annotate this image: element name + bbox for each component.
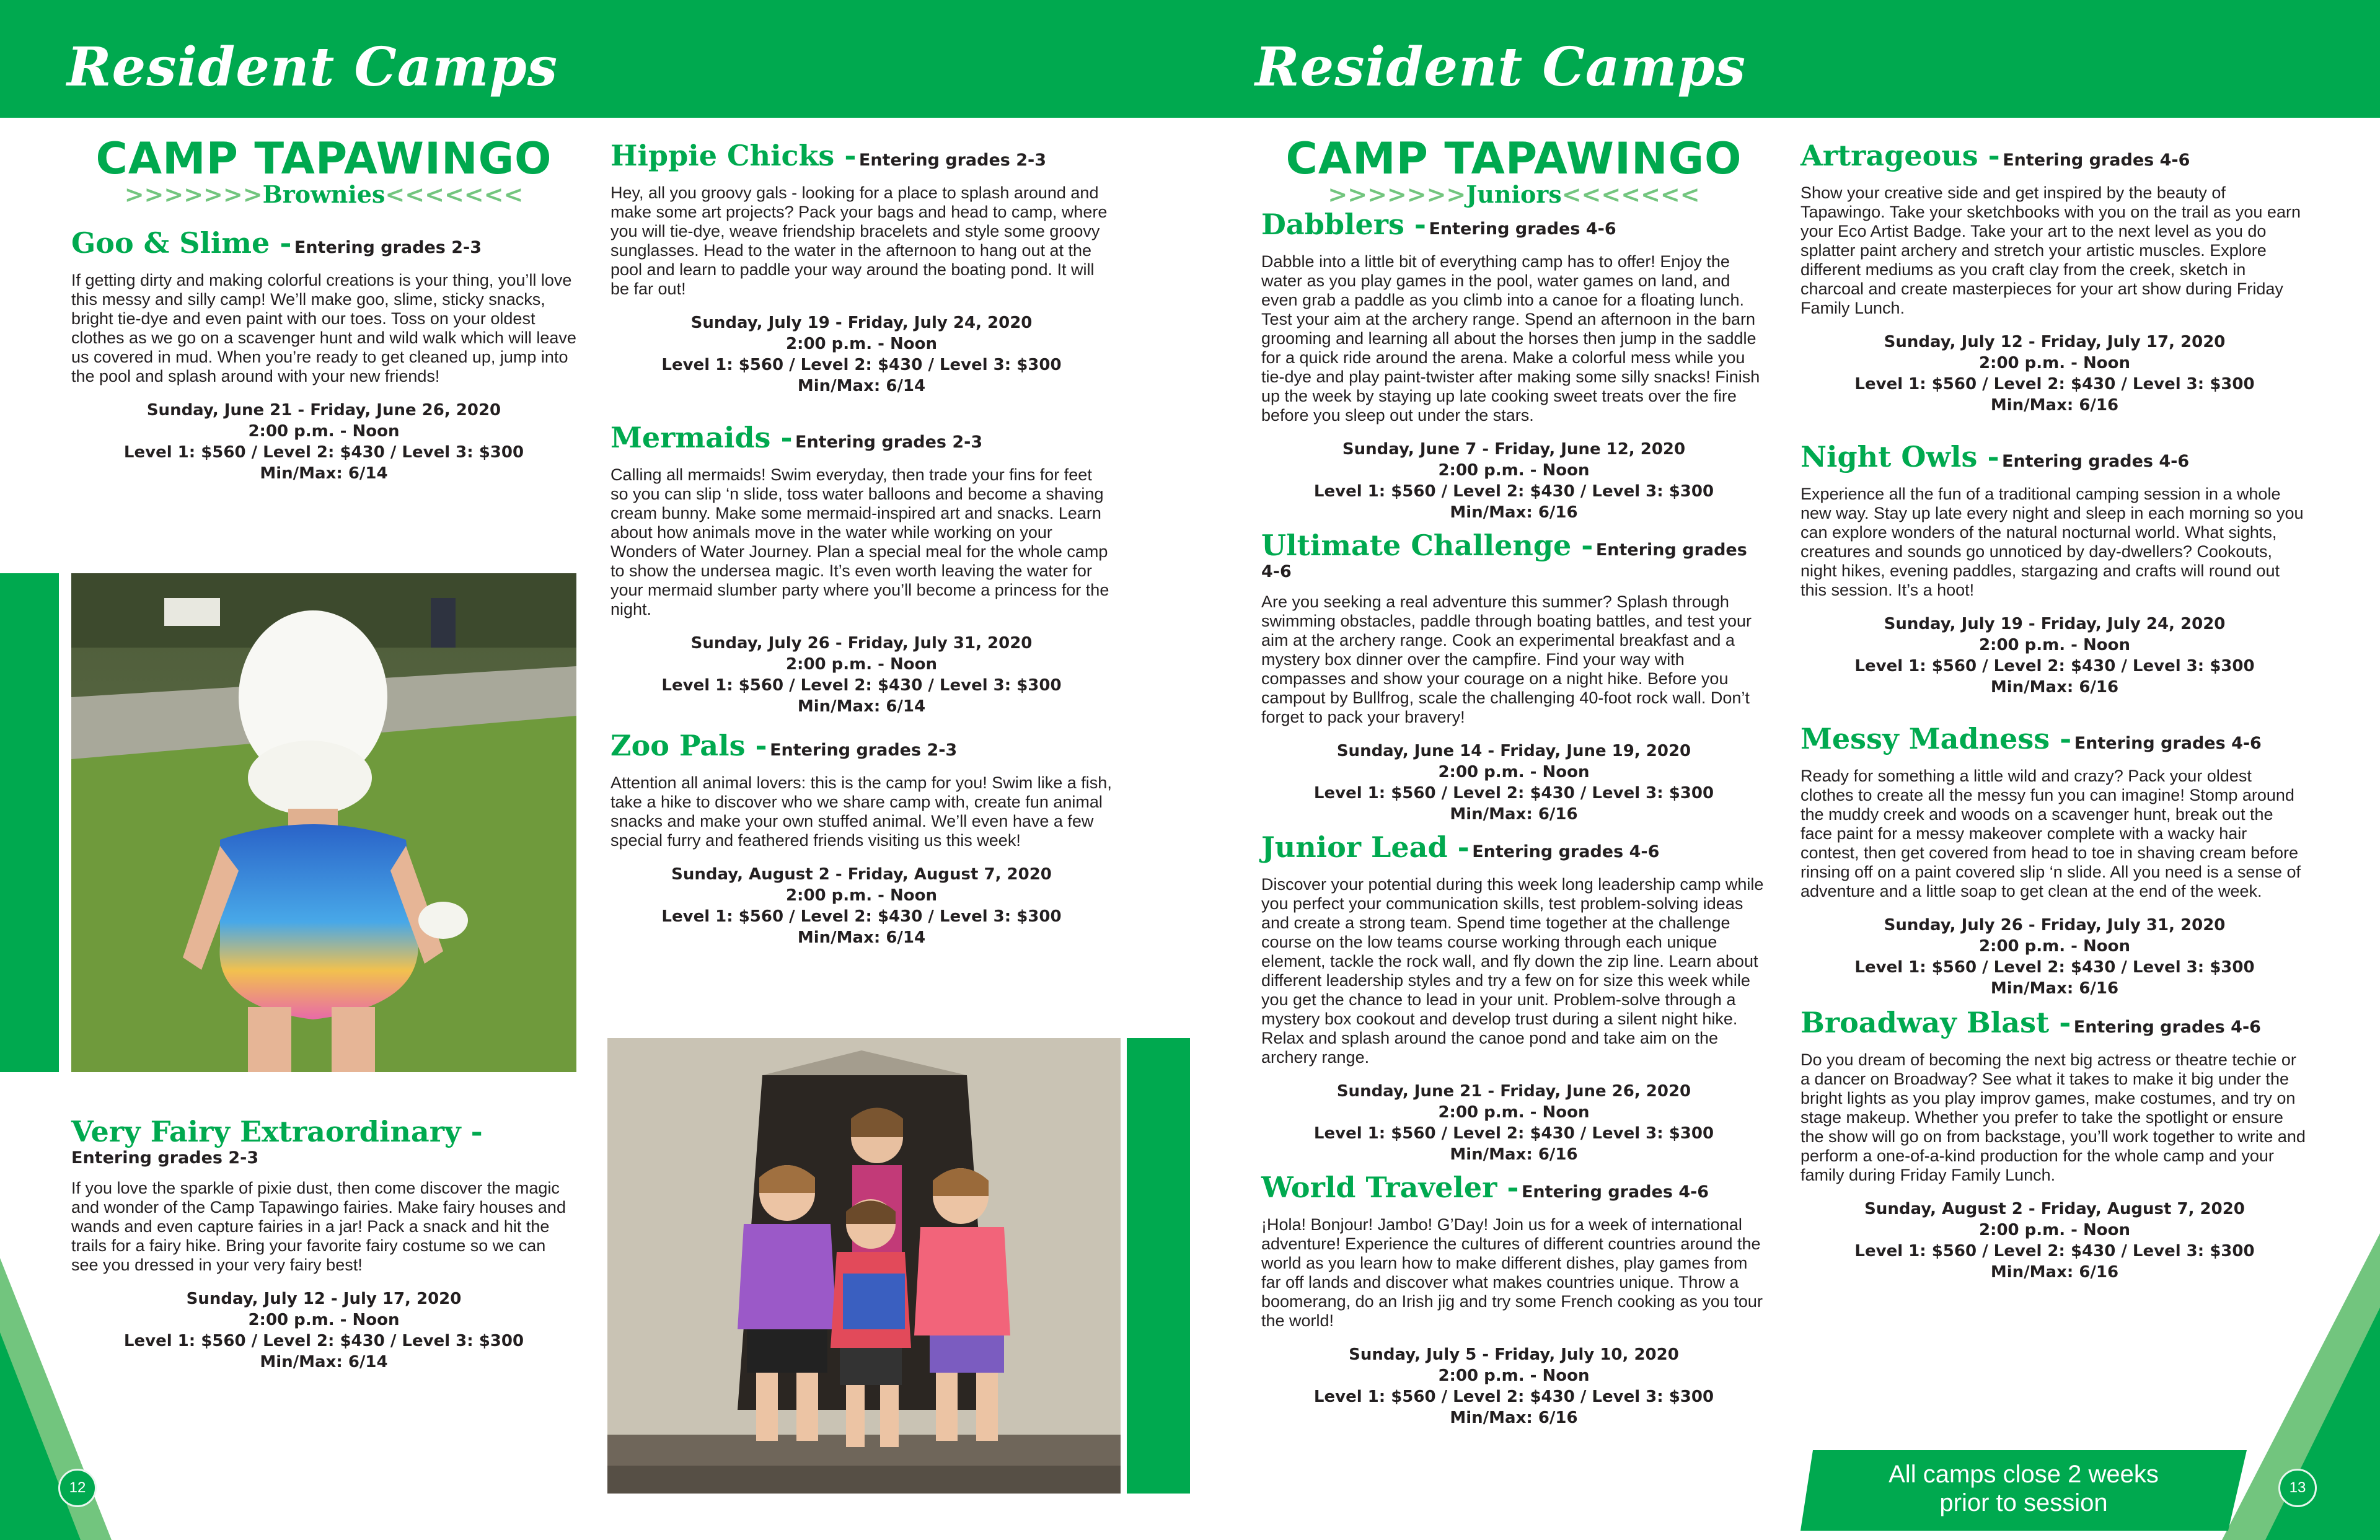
session-price: Level 1: $560 / Level 2: $430 / Level 3: $300 [1313,482,1714,501]
session-very-fairy [71,1115,576,1373]
session-price: Level 1: $560 / Level 2: $430 / Level 3: $300 [1854,656,2255,675]
camp-name-brownies: CAMP TAPAWINGO [95,133,552,184]
session-time: 2:00 p.m. - Noon [248,421,400,441]
session-minmax: Min/Max: 6/16 [1990,395,2119,415]
session-time: 2:00 p.m. - Noon [1978,635,2131,654]
session-price: Level 1: $560 / Level 2: $430 / Level 3: $300 [661,675,1062,695]
session-dates: Sunday, August 2 - Friday, August 7, 2020 [671,865,1052,884]
session-title: Very Fairy Extraordinary - [71,1115,483,1148]
session-grades: Entering grades 2-3 [71,1148,259,1168]
session-title: Hippie Chicks - [610,139,857,172]
session-dates: Sunday, July 26 - Friday, July 31, 2020 [690,633,1033,653]
right-column-2 [1800,139,2309,1283]
session-dates: Sunday, June 7 - Friday, June 12, 2020 [1342,439,1686,459]
sub-arrows-left: >>>>>>> [124,180,263,208]
left-column-1-lower [71,1115,576,1373]
session-time: 2:00 p.m. - Noon [785,886,938,905]
session-artrageous [1800,139,2309,416]
session-price: Level 1: $560 / Level 2: $430 / Level 3: $300 [661,355,1062,374]
session-time: 2:00 p.m. - Noon [248,1310,400,1329]
left-column-2 [610,139,1113,948]
session-grades: Entering grades 4-6 [2074,733,2262,753]
session-minmax: Min/Max: 6/14 [260,1352,388,1371]
session-grades: Entering grades 4-6 [1472,842,1660,861]
session-price: Level 1: $560 / Level 2: $430 / Level 3: $300 [1313,1124,1714,1143]
session-price: Level 1: $560 / Level 2: $430 / Level 3: $300 [661,907,1062,926]
session-dates: Sunday, June 14 - Friday, June 19, 2020 [1336,741,1691,760]
session-grades: Entering grades 2-3 [770,740,958,760]
session-time: 2:00 p.m. - Noon [785,334,938,353]
session-title: Mermaids - [610,420,793,454]
session-description: Hey, all you groovy gals - looking for a place to splash around and make some art projects? Pack your bags and head to camp, where you will tie-dye, weave friendship bracelets and style some groovy sunglasses. Head to the water in the afternoon to hang out at the pool and learn to paddle your way around the boating pond. It will be far out! [610,183,1108,298]
session-time: 2:00 p.m. - Noon [1978,353,2131,372]
session-minmax: Min/Max: 6/16 [1450,1145,1578,1164]
session-minmax: Min/Max: 6/14 [260,464,388,483]
closing-notice-line-1: All camps close 2 weeks [1889,1461,2159,1488]
session-title: Junior Lead - [1261,830,1470,864]
session-price: Level 1: $560 / Level 2: $430 / Level 3: $300 [1854,1241,2255,1261]
session-minmax: Min/Max: 6/14 [797,697,926,716]
session-description: Show your creative side and get inspired by the beauty of Tapawingo. Take your sketchbooks with you on the trail as you earn your Eco Artist Badge. Take your art to the next level as you do splatter paint archery and stretch your artistic muscles. Explore different mediums as you craft clay from the creek, sketch in charcoal and create masterpieces for your art show during Friday Family Lunch. [1800,183,2301,317]
sub-name: Brownies [262,180,386,208]
session-description: Do you dream of becoming the next big actress or theatre techie or a dancer on Broadway? See what it takes to make it big under the bright lights as you play improv games, make costumes, and try on stage makeup. Whether you prefer to take the spotlight or ensure the show will go on from backstage, you’ll work together to write and perform a one-of-a-kind production for the whole camp and your family during Friday Family Lunch. [1800,1050,2306,1184]
left-column-1 [71,133,576,484]
session-grades: Entering grades 4-6 [2073,1017,2261,1037]
session-dabblers [1261,208,1766,523]
session-title: Broadway Blast - [1800,1005,2071,1039]
camp-sub-brownies [71,180,576,208]
sub-arrows-right: <<<<<<< [385,180,524,208]
page-number-left: 12 [58,1469,97,1507]
session-dates: Sunday, July 5 - Friday, July 10, 2020 [1349,1345,1679,1364]
session-broadway-blast [1800,1006,2309,1283]
session-time: 2:00 p.m. - Noon [1438,762,1590,781]
photo-shaving-cream-girl [71,573,576,1072]
session-mermaids [610,421,1113,717]
session-price: Level 1: $560 / Level 2: $430 / Level 3: $300 [1854,374,2255,394]
camp-name-juniors: CAMP TAPAWINGO [1285,133,1742,184]
session-grades: Entering grades 4-6 [2003,151,2190,170]
session-dates: Sunday, August 2 - Friday, August 7, 2020 [1864,1199,2245,1218]
session-minmax: Min/Max: 6/16 [1450,1408,1578,1427]
session-minmax: Min/Max: 6/16 [1450,804,1578,824]
photo-girls-at-tent [607,1038,1121,1494]
closing-notice-text [1800,1460,2247,1517]
session-grades: Entering grades 4-6 [1261,540,1747,581]
closing-notice-banner [1800,1450,2247,1531]
session-world-traveler [1261,1171,1766,1428]
session-time: 2:00 p.m. - Noon [785,654,938,674]
page-title-left: Resident Camps [67,36,558,99]
session-time: 2:00 p.m. - Noon [1978,1220,2131,1239]
session-dates: Sunday, June 21 - Friday, June 26, 2020 [146,400,501,420]
session-title: Zoo Pals - [610,728,767,762]
session-night-owls [1800,441,2309,698]
accent-bar-left [0,573,59,1072]
session-dates: Sunday, July 12 - July 17, 2020 [186,1289,462,1308]
session-dates: Sunday, July 26 - Friday, July 31, 2020 [1884,915,2226,935]
session-price: Level 1: $560 / Level 2: $430 / Level 3: $300 [1313,783,1714,803]
sub-arrows-left: >>>>>>> [1328,180,1466,208]
session-minmax: Min/Max: 6/16 [1450,503,1578,522]
session-minmax: Min/Max: 6/14 [797,376,926,395]
session-hippie-chicks [610,139,1113,397]
session-time: 2:00 p.m. - Noon [1438,1102,1590,1122]
session-grades: Entering grades 4-6 [1521,1182,1709,1202]
session-description: If getting dirty and making colorful creations is your thing, you’ll love this messy and silly camp! We’ll make goo, slime, sticky snacks, bright tie-dye and even paint with our toes. Toss on your oldest clothes as we go on a scavenger hunt and wild walk which will leave us covered in mud. When you’re ready to get cleaned up, jump into the pool and splash around with your new friends! [71,270,576,385]
session-minmax: Min/Max: 6/16 [1990,979,2119,998]
session-grades: Entering grades 2-3 [795,432,983,452]
session-grades: Entering grades 4-6 [1429,219,1616,239]
session-dates: Sunday, June 21 - Friday, June 26, 2020 [1336,1081,1691,1101]
sub-name: Juniors [1466,180,1562,208]
session-price: Level 1: $560 / Level 2: $430 / Level 3: $300 [1313,1387,1714,1406]
session-minmax: Min/Max: 6/16 [1990,677,2119,697]
session-description: If you love the sparkle of pixie dust, then come discover the magic and wonder of the Camp Tapawingo fairies. Make fairy houses and wands and even capture fairies in a jar! Pack a snack and hit the trails for a fairy hike. Bring your favorite fairy costume so we can see you dressed in your very fairy best! [71,1178,566,1274]
sub-arrows-right: <<<<<<< [1561,180,1700,208]
session-dates: Sunday, July 19 - Friday, July 24, 2020 [690,313,1033,332]
page-title-right: Resident Camps [1255,36,1747,99]
session-description: Are you seeking a real adventure this summer? Splash through swimming obstacles, paddle through boating battles, and test your aim at the archery range. Cook an experimental breakfast and a mystery box dinner over the campfire. Find your way with compasses and show your courage on a night hike. Before you campout by Bullfrog, scale the challenging 40-foot rock wall. Don’t forget to pack your bravery! [1261,592,1752,726]
session-description: ¡Hola! Bonjour! Jambo! G’Day! Join us for a week of international adventure! Experience the cultures of different countries around the world as you learn how to make different dishes, play games from far off lands and discover what makes countries unique. Throw a boomerang, do an Irish jig and try some French cooking as you tour the world! [1261,1215,1763,1330]
session-time: 2:00 p.m. - Noon [1438,460,1590,480]
session-title: Night Owls - [1800,439,1999,473]
session-description: Experience all the fun of a traditional camping session in a whole new way. Stay up late every night and sleep in each morning so you can explore wonders of the natural nocturnal world. What sights, creatures and sounds go unnoticed by day-dwellers? Cookouts, night hikes, evening paddles, stargazing and crafts will round out this session. It’s a hoot! [1800,484,2304,599]
right-column-1 [1261,133,1766,1428]
session-title: Messy Madness - [1800,721,2072,755]
session-description: Attention all animal lovers: this is the camp for you! Swim like a fish, take a hike to discover who we share camp with, create fun animal snacks and make your own stuffed animal. We’ll even have a few special furry and feathered friends visiting us this week! [610,773,1112,850]
session-grades: Entering grades 4-6 [2002,451,2190,471]
session-price: Level 1: $560 / Level 2: $430 / Level 3: $300 [123,1331,524,1350]
session-grades: Entering grades 2-3 [294,238,482,257]
session-minmax: Min/Max: 6/14 [797,928,926,947]
session-junior-lead [1261,831,1766,1165]
session-title: Goo & Slime - [71,226,292,260]
session-description: Calling all mermaids! Swim everyday, then trade your fins for feet so you can slip ‘n slide, toss water balloons and become a shaving cream bunny. Make some mermaid-inspired art and snacks. Learn about how animals move in the water while working on your Wonders of Water Journey. Plan a special meal for the whole camp to show the undersea magic. It’s even worth leaving the water for your mermaid slumber party where you’ll become a princess for the night. [610,465,1109,618]
session-title: World Traveler - [1261,1170,1519,1204]
session-price: Level 1: $560 / Level 2: $430 / Level 3: $300 [1854,957,2255,977]
session-time: 2:00 p.m. - Noon [1978,936,2131,956]
page-number-right: 13 [2278,1469,2317,1507]
session-description: Ready for something a little wild and crazy? Pack your oldest clothes to create all the messy fun you can imagine! Stomp around the muddy creek and woods on a scavenger hunt, break out the face paint for a messy makeover complete with a wacky hair contest, then get covered from head to toe in shaving cream before rinsing off on a paint covered slip ‘n slide. All you need is a sense of adventure and a little soap to get clean at the end of the week. [1800,766,2301,900]
session-dates: Sunday, July 12 - Friday, July 17, 2020 [1884,332,2226,351]
session-ultimate-challenge [1261,529,1766,825]
session-description: Dabble into a little bit of everything camp has to offer! Enjoy the water as you play games in the pool, water games on land, and even grab a paddle as you climb into a canoe for a floating lunch. Test your aim at the archery range. Spend an afternoon in the barn grooming and learning all about the horses then jump in the saddle for a quick ride around the arena. Make a colorful mess while you tie-dye and play paint-twister after making some silly snacks! Finish up the week by staying up late cooking sweet treats over the fire before you sleep out under the stars. [1261,252,1760,425]
session-messy-madness [1800,723,2309,999]
session-description: Discover your potential during this week long leadership camp while you perfect your communication skills, test problem-solving ideas and create a strong team. Spend time together at the challenge course on the low teams course working through each unique element, tackle the rock wall, and fly down the zip line. Learn about different leadership styles and try a few on for size this week while you get the chance to lead in your unit. Problem-solve through a mystery box cookout and develop trust during a silent night hike. Relax and splash around the canoe pond and take aim on the archery range. [1261,874,1764,1067]
session-title: Dabblers - [1261,208,1427,241]
closing-notice-line-2: prior to session [1939,1489,2108,1516]
accent-bar-center [1127,1038,1190,1494]
session-title: Ultimate Challenge - [1261,528,1593,562]
session-grades: Entering grades 2-3 [858,151,1047,170]
session-title: Artrageous - [1800,139,2000,172]
session-price: Level 1: $560 / Level 2: $430 / Level 3: $300 [123,442,524,462]
session-time: 2:00 p.m. - Noon [1438,1366,1590,1385]
camp-sub-juniors [1261,180,1766,208]
session-minmax: Min/Max: 6/16 [1990,1262,2119,1282]
session-zoo-pals [610,729,1113,948]
session-goo-slime [71,227,576,484]
session-dates: Sunday, July 19 - Friday, July 24, 2020 [1884,614,2226,633]
